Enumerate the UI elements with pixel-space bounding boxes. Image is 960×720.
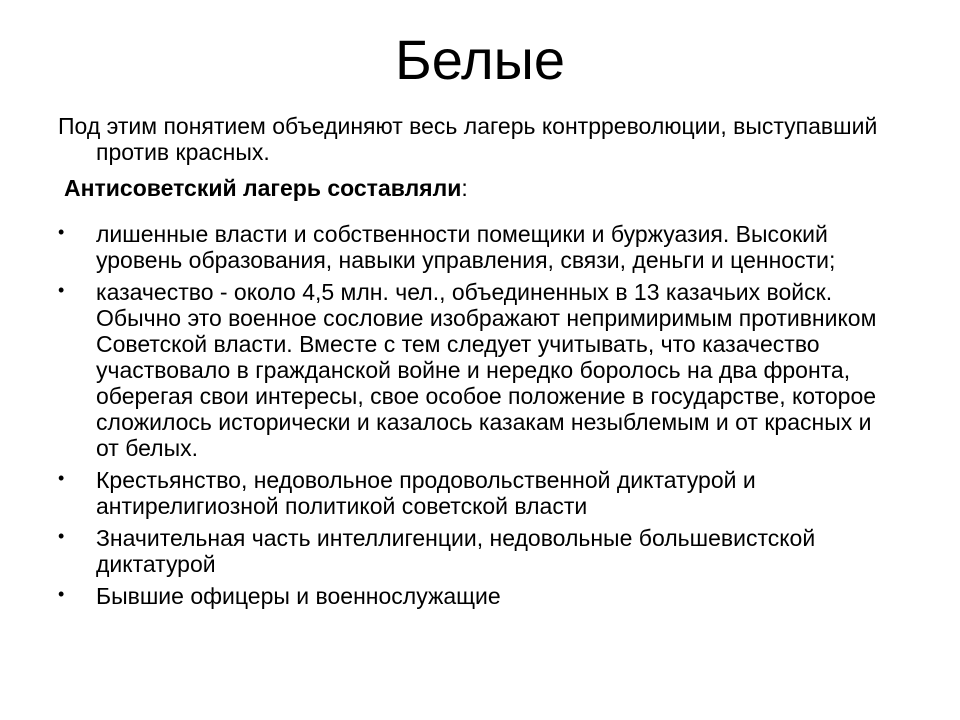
bullet-icon: • [58,526,65,546]
bullet-text: Крестьянство, недовольное продовольственной диктатурой и антирелигиозной политикой советской власти [96,467,756,519]
bullet-text: Бывшие офицеры и военнослужащие [96,583,501,609]
subhead [64,175,878,201]
list-item [58,525,888,577]
slide-title: Белые [394,28,566,91]
list-item [58,221,888,273]
subhead-colon: : [461,175,468,201]
bullet-icon: • [58,584,65,604]
list-item [58,467,888,519]
bullet-list [58,221,888,615]
bullet-icon: • [58,468,65,488]
list-item [58,279,888,461]
bullet-text: лишенные власти и собственности помещики и буржуазия. Высокий уровень образования, навыки управления, связи, деньги и ценности; [96,221,836,273]
bullet-text: казачество - около 4,5 млн. чел., объединенных в 13 казачьих войск. Обычно это военное сословие изображают непримиримым противником Советской власти. Вместе с тем следует учитывать, что казачество участвовало в гражданской войне и нередко боролось на два фронта, оберегая свои интересы, свое особое положение в государстве, которое сложилось исторически и казалось казакам незыблемым и от красных и от белых. [96,279,877,461]
bullet-icon: • [58,222,65,242]
intro-block [58,113,878,201]
bullet-text: Значительная часть интеллигенции, недовольные большевистской диктатурой [96,525,816,577]
subhead-bold: Антисоветский лагерь составляли [64,175,462,201]
bullet-icon: • [58,280,65,300]
list-item [58,583,888,609]
intro-paragraph: Под этим понятием объединяют весь лагерь контрреволюции, выступавший против красных. [58,113,878,165]
